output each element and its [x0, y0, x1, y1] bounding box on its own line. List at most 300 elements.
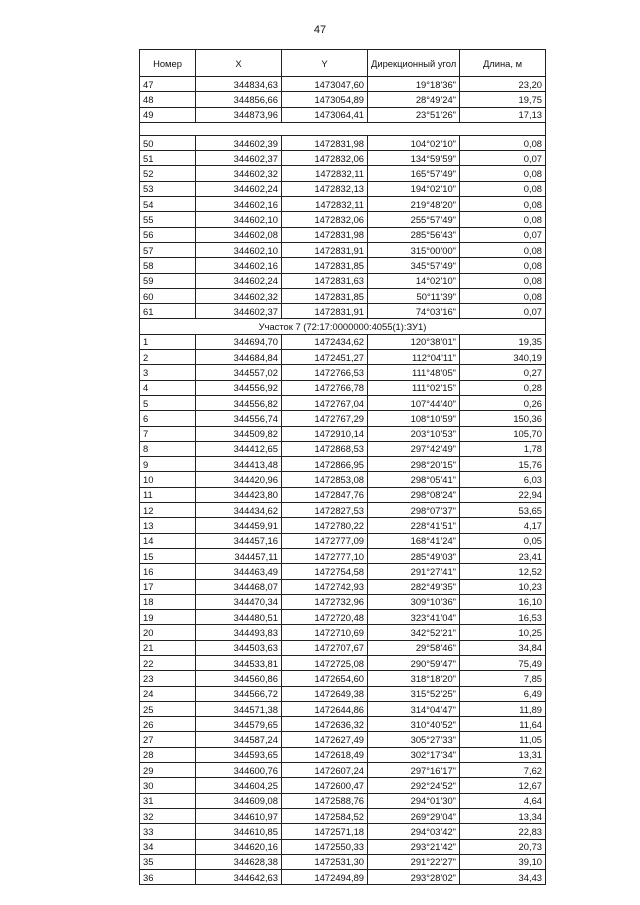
table-row	[140, 304, 546, 319]
table-row	[140, 839, 546, 854]
cell-y: 1472742,93	[282, 579, 368, 594]
cell-angle: 168°41'24"	[368, 533, 460, 548]
cell-length: 34,84	[460, 640, 546, 655]
cell-x: 344602,10	[196, 242, 282, 257]
cell-y: 1472832,11	[282, 166, 368, 181]
cell-angle: 19°18'36"	[368, 77, 460, 92]
cell-length: 4,64	[460, 793, 546, 808]
cell-number: 1	[140, 334, 196, 349]
cell-x: 344602,37	[196, 304, 282, 319]
cell-y: 1472831,98	[282, 135, 368, 150]
cell-y: 1472831,91	[282, 242, 368, 257]
cell-number: 34	[140, 839, 196, 854]
cell-x: 344602,16	[196, 197, 282, 212]
cell-x: 344602,24	[196, 181, 282, 196]
cell-number: 6	[140, 411, 196, 426]
cell-length: 0,08	[460, 197, 546, 212]
table-row	[140, 671, 546, 686]
cell-x: 344602,08	[196, 227, 282, 242]
cell-y: 1472584,52	[282, 808, 368, 823]
cell-y: 1472654,60	[282, 671, 368, 686]
cell-y: 1472832,13	[282, 181, 368, 196]
cell-length: 1,78	[460, 441, 546, 456]
cell-x: 344602,39	[196, 135, 282, 150]
cell-angle: 285°49'03"	[368, 548, 460, 563]
cell-number: 33	[140, 824, 196, 839]
cell-angle: 285°56'43"	[368, 227, 460, 242]
table-body	[140, 77, 546, 885]
table-row	[140, 533, 546, 548]
table-row	[140, 747, 546, 762]
table-row	[140, 503, 546, 518]
cell-length: 0,08	[460, 273, 546, 288]
cell-length: 23,20	[460, 77, 546, 92]
cell-y: 1472434,62	[282, 334, 368, 349]
table-row	[140, 395, 546, 410]
cell-angle: 194°02'10"	[368, 181, 460, 196]
table-row	[140, 594, 546, 609]
cell-number: 7	[140, 426, 196, 441]
cell-angle: 298°20'15"	[368, 457, 460, 472]
cell-angle: 309°10'36"	[368, 594, 460, 609]
cell-angle: 107°44'40"	[368, 395, 460, 410]
cell-number: 13	[140, 518, 196, 533]
cell-y: 1472777,09	[282, 533, 368, 548]
cell-number: 56	[140, 227, 196, 242]
cell-length: 0,05	[460, 533, 546, 548]
cell-x: 344602,32	[196, 288, 282, 303]
cell-y: 1472832,06	[282, 151, 368, 166]
cell-x: 344620,16	[196, 839, 282, 854]
cell-angle: 305°27'33"	[368, 732, 460, 747]
cell-number: 52	[140, 166, 196, 181]
separator-cell	[140, 122, 546, 135]
cell-number: 2	[140, 350, 196, 365]
cell-x: 344493,83	[196, 625, 282, 640]
table-row	[140, 411, 546, 426]
table-row	[140, 151, 546, 166]
table-row	[140, 77, 546, 92]
table-row	[140, 273, 546, 288]
table-row	[140, 227, 546, 242]
cell-y: 1472627,49	[282, 732, 368, 747]
cell-length: 12,67	[460, 778, 546, 793]
cell-x: 344509,82	[196, 426, 282, 441]
header-number: Номер	[140, 50, 196, 77]
cell-angle: 165°57'49"	[368, 166, 460, 181]
cell-angle: 293°28'02"	[368, 870, 460, 885]
cell-length: 150,36	[460, 411, 546, 426]
section-row	[140, 319, 546, 334]
cell-length: 6,49	[460, 686, 546, 701]
cell-number: 15	[140, 548, 196, 563]
cell-y: 1472588,76	[282, 793, 368, 808]
cell-x: 344600,76	[196, 763, 282, 778]
cell-angle: 203°10'53"	[368, 426, 460, 441]
cell-angle: 14°02'10"	[368, 273, 460, 288]
cell-x: 344556,74	[196, 411, 282, 426]
cell-number: 29	[140, 763, 196, 778]
cell-y: 1472607,24	[282, 763, 368, 778]
cell-y: 1472831,85	[282, 288, 368, 303]
cell-number: 25	[140, 701, 196, 716]
cell-angle: 292°24'52"	[368, 778, 460, 793]
cell-x: 344604,25	[196, 778, 282, 793]
cell-angle: 302°17'34"	[368, 747, 460, 762]
cell-length: 0,26	[460, 395, 546, 410]
cell-number: 18	[140, 594, 196, 609]
cell-x: 344610,97	[196, 808, 282, 823]
table-row	[140, 181, 546, 196]
cell-angle: 290°59'47"	[368, 655, 460, 670]
table-row	[140, 166, 546, 181]
cell-number: 23	[140, 671, 196, 686]
cell-x: 344412,65	[196, 441, 282, 456]
table-row	[140, 457, 546, 472]
cell-length: 11,05	[460, 732, 546, 747]
cell-y: 1472827,53	[282, 503, 368, 518]
section-title: Участок 7 (72:17:0000000:4055(1):ЗУ1)	[140, 319, 546, 334]
cell-y: 1472831,63	[282, 273, 368, 288]
cell-angle: 74°03'16"	[368, 304, 460, 319]
cell-y: 1472451,27	[282, 350, 368, 365]
cell-x: 344628,38	[196, 854, 282, 869]
cell-y: 1472777,10	[282, 548, 368, 563]
cell-length: 19,75	[460, 92, 546, 107]
table-row	[140, 426, 546, 441]
cell-number: 5	[140, 395, 196, 410]
cell-length: 7,62	[460, 763, 546, 778]
cell-x: 344503,63	[196, 640, 282, 655]
cell-angle: 291°27'41"	[368, 564, 460, 579]
cell-y: 1472766,53	[282, 365, 368, 380]
cell-angle: 104°02'10"	[368, 135, 460, 150]
cell-angle: 293°21'42"	[368, 839, 460, 854]
table-row	[140, 365, 546, 380]
cell-number: 24	[140, 686, 196, 701]
table-row	[140, 655, 546, 670]
cell-number: 4	[140, 380, 196, 395]
header-length: Длина, м	[460, 50, 546, 77]
cell-y: 1472832,11	[282, 197, 368, 212]
table-row	[140, 472, 546, 487]
table-row	[140, 701, 546, 716]
cell-number: 61	[140, 304, 196, 319]
cell-angle: 255°57'49"	[368, 212, 460, 227]
cell-length: 10,25	[460, 625, 546, 640]
cell-number: 53	[140, 181, 196, 196]
cell-angle: 23°51'26"	[368, 107, 460, 122]
cell-number: 35	[140, 854, 196, 869]
cell-angle: 29°58'46"	[368, 640, 460, 655]
table-row	[140, 793, 546, 808]
cell-y: 1473064,41	[282, 107, 368, 122]
cell-angle: 111°48'05"	[368, 365, 460, 380]
cell-length: 0,08	[460, 166, 546, 181]
cell-length: 39,10	[460, 854, 546, 869]
cell-x: 344560,86	[196, 671, 282, 686]
cell-x: 344413,48	[196, 457, 282, 472]
cell-length: 0,08	[460, 135, 546, 150]
cell-y: 1472600,47	[282, 778, 368, 793]
cell-angle: 297°42'49"	[368, 441, 460, 456]
cell-length: 16,53	[460, 610, 546, 625]
cell-angle: 108°10'59"	[368, 411, 460, 426]
cell-y: 1472767,04	[282, 395, 368, 410]
cell-length: 7,85	[460, 671, 546, 686]
cell-x: 344463,49	[196, 564, 282, 579]
cell-number: 58	[140, 258, 196, 273]
cell-number: 28	[140, 747, 196, 762]
cell-angle: 310°40'52"	[368, 717, 460, 732]
header-y: Y	[282, 50, 368, 77]
cell-length: 0,08	[460, 181, 546, 196]
cell-x: 344593,65	[196, 747, 282, 762]
cell-number: 60	[140, 288, 196, 303]
cell-number: 19	[140, 610, 196, 625]
cell-x: 344480,51	[196, 610, 282, 625]
cell-number: 11	[140, 487, 196, 502]
cell-number: 16	[140, 564, 196, 579]
cell-x: 344556,82	[196, 395, 282, 410]
header-x: X	[196, 50, 282, 77]
cell-angle: 219°48'20"	[368, 197, 460, 212]
table-row	[140, 92, 546, 107]
cell-x: 344557,02	[196, 365, 282, 380]
cell-x: 344602,24	[196, 273, 282, 288]
cell-x: 344602,37	[196, 151, 282, 166]
cell-length: 16,10	[460, 594, 546, 609]
cell-number: 49	[140, 107, 196, 122]
table-row	[140, 441, 546, 456]
cell-x: 344856,66	[196, 92, 282, 107]
cell-length: 11,64	[460, 717, 546, 732]
cell-number: 36	[140, 870, 196, 885]
table-row	[140, 763, 546, 778]
cell-x: 344457,11	[196, 548, 282, 563]
cell-y: 1472910,14	[282, 426, 368, 441]
cell-y: 1472766,78	[282, 380, 368, 395]
cell-x: 344420,96	[196, 472, 282, 487]
cell-angle: 323°41'04"	[368, 610, 460, 625]
cell-angle: 314°04'47"	[368, 701, 460, 716]
cell-length: 22,83	[460, 824, 546, 839]
table-row	[140, 258, 546, 273]
cell-y: 1472649,38	[282, 686, 368, 701]
table-row	[140, 212, 546, 227]
cell-x: 344434,62	[196, 503, 282, 518]
cell-x: 344834,63	[196, 77, 282, 92]
cell-y: 1472732,96	[282, 594, 368, 609]
cell-x: 344468,07	[196, 579, 282, 594]
cell-x: 344873,96	[196, 107, 282, 122]
cell-y: 1472725,08	[282, 655, 368, 670]
cell-length: 17,13	[460, 107, 546, 122]
cell-length: 6,03	[460, 472, 546, 487]
cell-y: 1473047,60	[282, 77, 368, 92]
table-row	[140, 350, 546, 365]
cell-angle: 315°52'25"	[368, 686, 460, 701]
cell-length: 0,07	[460, 304, 546, 319]
cell-angle: 28°49'24"	[368, 92, 460, 107]
table-row	[140, 732, 546, 747]
table-row	[140, 625, 546, 640]
cell-x: 344642,63	[196, 870, 282, 885]
cell-number: 50	[140, 135, 196, 150]
table-row	[140, 686, 546, 701]
cell-y: 1472754,58	[282, 564, 368, 579]
cell-x: 344533,81	[196, 655, 282, 670]
cell-x: 344571,38	[196, 701, 282, 716]
cell-length: 10,23	[460, 579, 546, 594]
cell-x: 344602,10	[196, 212, 282, 227]
cell-angle: 50°11'39"	[368, 288, 460, 303]
cell-length: 34,43	[460, 870, 546, 885]
cell-y: 1472707,67	[282, 640, 368, 655]
cell-y: 1472644,86	[282, 701, 368, 716]
cell-x: 344457,16	[196, 533, 282, 548]
cell-number: 26	[140, 717, 196, 732]
cell-number: 8	[140, 441, 196, 456]
table-row	[140, 717, 546, 732]
cell-angle: 315°00'00"	[368, 242, 460, 257]
cell-number: 27	[140, 732, 196, 747]
cell-angle: 112°04'11"	[368, 350, 460, 365]
table-row	[140, 870, 546, 885]
cell-y: 1472636,32	[282, 717, 368, 732]
cell-number: 3	[140, 365, 196, 380]
cell-angle: 291°22'27"	[368, 854, 460, 869]
cell-x: 344566,72	[196, 686, 282, 701]
cell-y: 1472866,95	[282, 457, 368, 472]
cell-number: 22	[140, 655, 196, 670]
cell-angle: 134°59'59"	[368, 151, 460, 166]
table-row	[140, 288, 546, 303]
cell-x: 344587,24	[196, 732, 282, 747]
cell-x: 344459,91	[196, 518, 282, 533]
cell-y: 1473054,89	[282, 92, 368, 107]
cell-y: 1472618,49	[282, 747, 368, 762]
cell-number: 47	[140, 77, 196, 92]
cell-length: 13,34	[460, 808, 546, 823]
cell-angle: 345°57'49"	[368, 258, 460, 273]
cell-x: 344470,34	[196, 594, 282, 609]
table-row	[140, 640, 546, 655]
cell-x: 344684,84	[196, 350, 282, 365]
separator-row	[140, 122, 546, 135]
cell-angle: 120°38'01"	[368, 334, 460, 349]
cell-number: 12	[140, 503, 196, 518]
cell-number: 31	[140, 793, 196, 808]
table-row	[140, 107, 546, 122]
cell-angle: 269°29'04"	[368, 808, 460, 823]
table-row	[140, 564, 546, 579]
cell-angle: 297°16'17"	[368, 763, 460, 778]
cell-y: 1472868,53	[282, 441, 368, 456]
table-row	[140, 334, 546, 349]
coordinates-table	[139, 49, 546, 885]
table-row	[140, 135, 546, 150]
cell-y: 1472831,98	[282, 227, 368, 242]
cell-number: 30	[140, 778, 196, 793]
table-row	[140, 778, 546, 793]
cell-number: 57	[140, 242, 196, 257]
cell-length: 75,49	[460, 655, 546, 670]
cell-length: 19,35	[460, 334, 546, 349]
cell-y: 1472832,06	[282, 212, 368, 227]
cell-x: 344602,16	[196, 258, 282, 273]
cell-length: 4,17	[460, 518, 546, 533]
cell-y: 1472720,48	[282, 610, 368, 625]
cell-angle: 298°05'41"	[368, 472, 460, 487]
cell-angle: 342°52'21"	[368, 625, 460, 640]
cell-y: 1472494,89	[282, 870, 368, 885]
cell-number: 14	[140, 533, 196, 548]
cell-angle: 294°01'30"	[368, 793, 460, 808]
cell-length: 0,08	[460, 212, 546, 227]
table-row	[140, 548, 546, 563]
table-row	[140, 487, 546, 502]
cell-length: 22,94	[460, 487, 546, 502]
cell-x: 344610,85	[196, 824, 282, 839]
cell-x: 344602,32	[196, 166, 282, 181]
cell-angle: 282°49'35"	[368, 579, 460, 594]
cell-y: 1472767,29	[282, 411, 368, 426]
cell-length: 20,73	[460, 839, 546, 854]
cell-number: 20	[140, 625, 196, 640]
cell-length: 105,70	[460, 426, 546, 441]
cell-length: 12,52	[460, 564, 546, 579]
cell-number: 21	[140, 640, 196, 655]
cell-number: 51	[140, 151, 196, 166]
cell-y: 1472571,18	[282, 824, 368, 839]
table-row	[140, 380, 546, 395]
cell-angle: 111°02'15"	[368, 380, 460, 395]
cell-x: 344609,08	[196, 793, 282, 808]
table-row	[140, 824, 546, 839]
cell-length: 0,07	[460, 151, 546, 166]
cell-angle: 318°18'20"	[368, 671, 460, 686]
table-row	[140, 242, 546, 257]
cell-length: 340,19	[460, 350, 546, 365]
header-angle: Дирекционный угол	[368, 50, 460, 77]
cell-length: 15,76	[460, 457, 546, 472]
cell-y: 1472831,85	[282, 258, 368, 273]
cell-x: 344579,65	[196, 717, 282, 732]
cell-angle: 298°08'24"	[368, 487, 460, 502]
page-number: 47	[313, 24, 327, 36]
table-row	[140, 197, 546, 212]
cell-number: 55	[140, 212, 196, 227]
cell-y: 1472831,91	[282, 304, 368, 319]
cell-x: 344556,92	[196, 380, 282, 395]
cell-number: 32	[140, 808, 196, 823]
table-row	[140, 610, 546, 625]
cell-y: 1472853,08	[282, 472, 368, 487]
cell-y: 1472710,69	[282, 625, 368, 640]
cell-x: 344694,70	[196, 334, 282, 349]
cell-length: 0,07	[460, 227, 546, 242]
cell-number: 10	[140, 472, 196, 487]
cell-length: 23,41	[460, 548, 546, 563]
table-row	[140, 808, 546, 823]
table-row	[140, 579, 546, 594]
cell-y: 1472550,33	[282, 839, 368, 854]
cell-length: 53,65	[460, 503, 546, 518]
cell-number: 59	[140, 273, 196, 288]
cell-x: 344423,80	[196, 487, 282, 502]
cell-length: 0,27	[460, 365, 546, 380]
